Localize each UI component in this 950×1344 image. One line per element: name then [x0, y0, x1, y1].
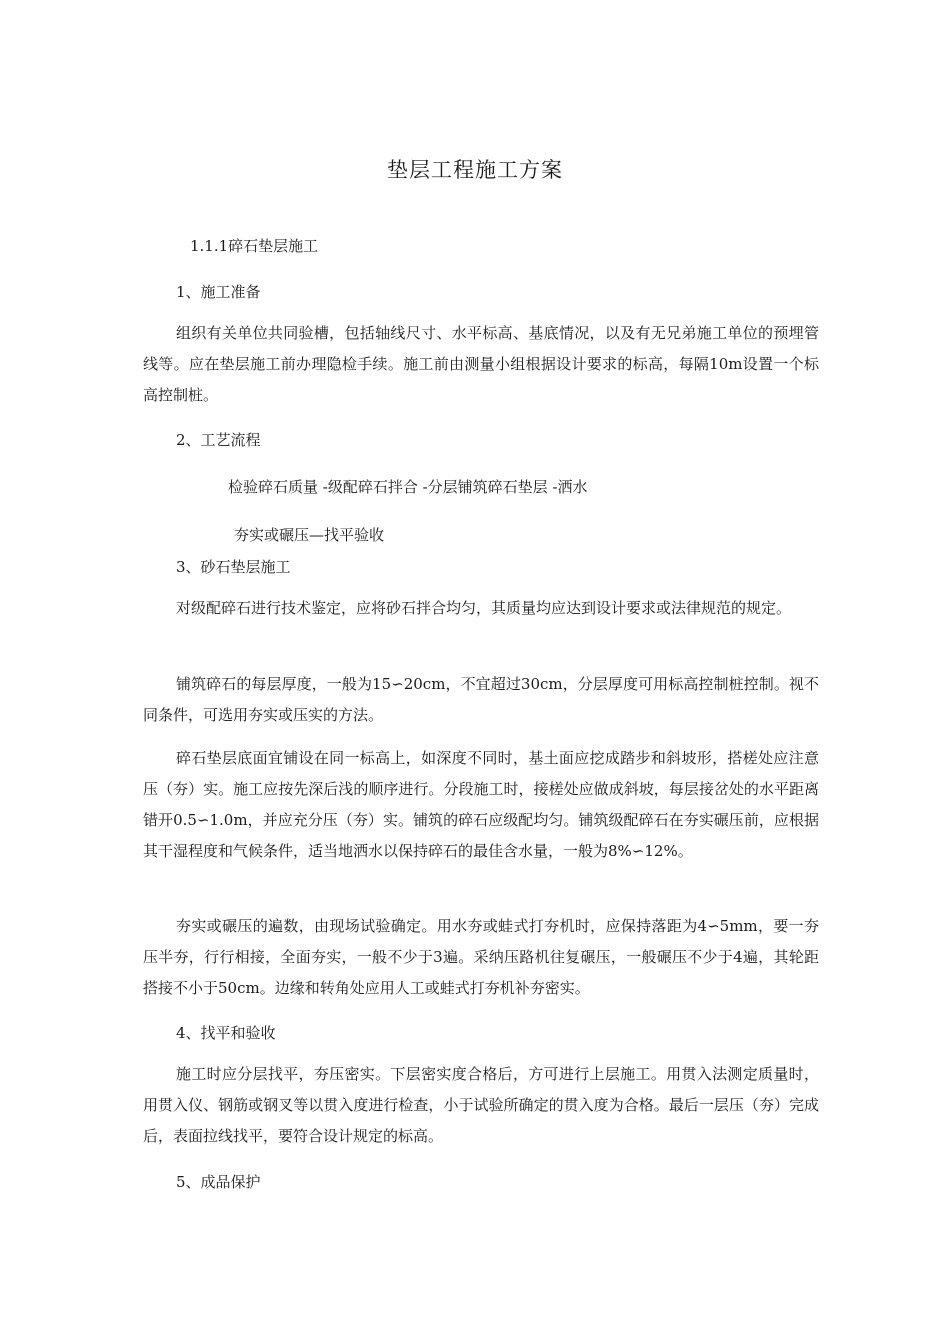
heading-process-flow: 2、工艺流程: [176, 431, 261, 449]
heading-construction-preparation: 1、施工准备: [176, 283, 261, 301]
section-heading: 1.1.1碎石垫层施工: [190, 237, 319, 255]
heading-gravel-cushion: 3、砂石垫层施工: [176, 558, 291, 576]
paragraph-gravel-4: 夯实或碾压的遍数，由现场试验确定。用水夯或蛙式打夯机时，应保持落距为4∽5mm，要一夯压半夯，行行相接，全面夯实，一般不少于3遍。采纳压路机往复碾压，一般碾压不少于4遍，其轮距搭接不小于50cm。边缘和转角处应用人工或蛙式打夯机补夯密实。: [143, 917, 819, 997]
paragraph-gravel-3: 碎石垫层底面宜铺设在同一标高上，如深度不同时，基土面应挖成踏步和斜坡形，搭槎处应注意压（夯）实。施工应按先深后浅的顺序进行。分段施工时，接槎处应做成斜坡，每层接岔处的水平距离错开0.5∽1.0m，并应充分压（夯）实。铺筑的碎石应级配均匀。铺筑级配碎石在夯实碾压前，应根据其干湿程度和气候条件，适当地洒水以保持碎石的最佳含水量，一般为8%∽12%。: [143, 749, 819, 860]
paragraph-preparation: 组织有关单位共同验槽，包括轴线尺寸、水平标高、基底情况，以及有无兄弟施工单位的预埋管线等。应在垫层施工前办理隐检手续。施工前由测量小组根据设计要求的标高，每隔10m设置一个标高控制桩。: [143, 324, 819, 404]
heading-product-protection: 5、成品保护: [176, 1173, 261, 1191]
paragraph-leveling: 施工时应分层找平，夯压密实。下层密实度合格后，方可进行上层施工。用贯入法测定质量时，用贯入仪、钢筋或钢叉等以贯入度进行检查，小于试验所确定的贯入度为合格。最后一层压（夯）完成后，表面拉线找平，要符合设计规定的标高。: [143, 1065, 819, 1145]
paragraph-gravel-2: 铺筑碎石的每层厚度，一般为15∽20cm，不宜超过30cm，分层厚度可用标高控制桩控制。视不同条件，可选用夯实或压实的方法。: [143, 675, 819, 724]
process-flow-line-2: 夯实或碾压—找平验收: [234, 526, 385, 544]
heading-leveling-acceptance: 4、找平和验收: [176, 1024, 276, 1042]
process-flow-line-1: 检验碎石质量 -级配碎石拌合 -分层铺筑碎石垫层 -洒水: [228, 478, 588, 496]
paragraph-gravel-1: 对级配碎石进行技术鉴定，应将砂石拌合均匀，其质量均应达到设计要求或法律规范的规定。: [176, 599, 792, 617]
document-title: 垫层工程施工方案: [387, 158, 563, 182]
